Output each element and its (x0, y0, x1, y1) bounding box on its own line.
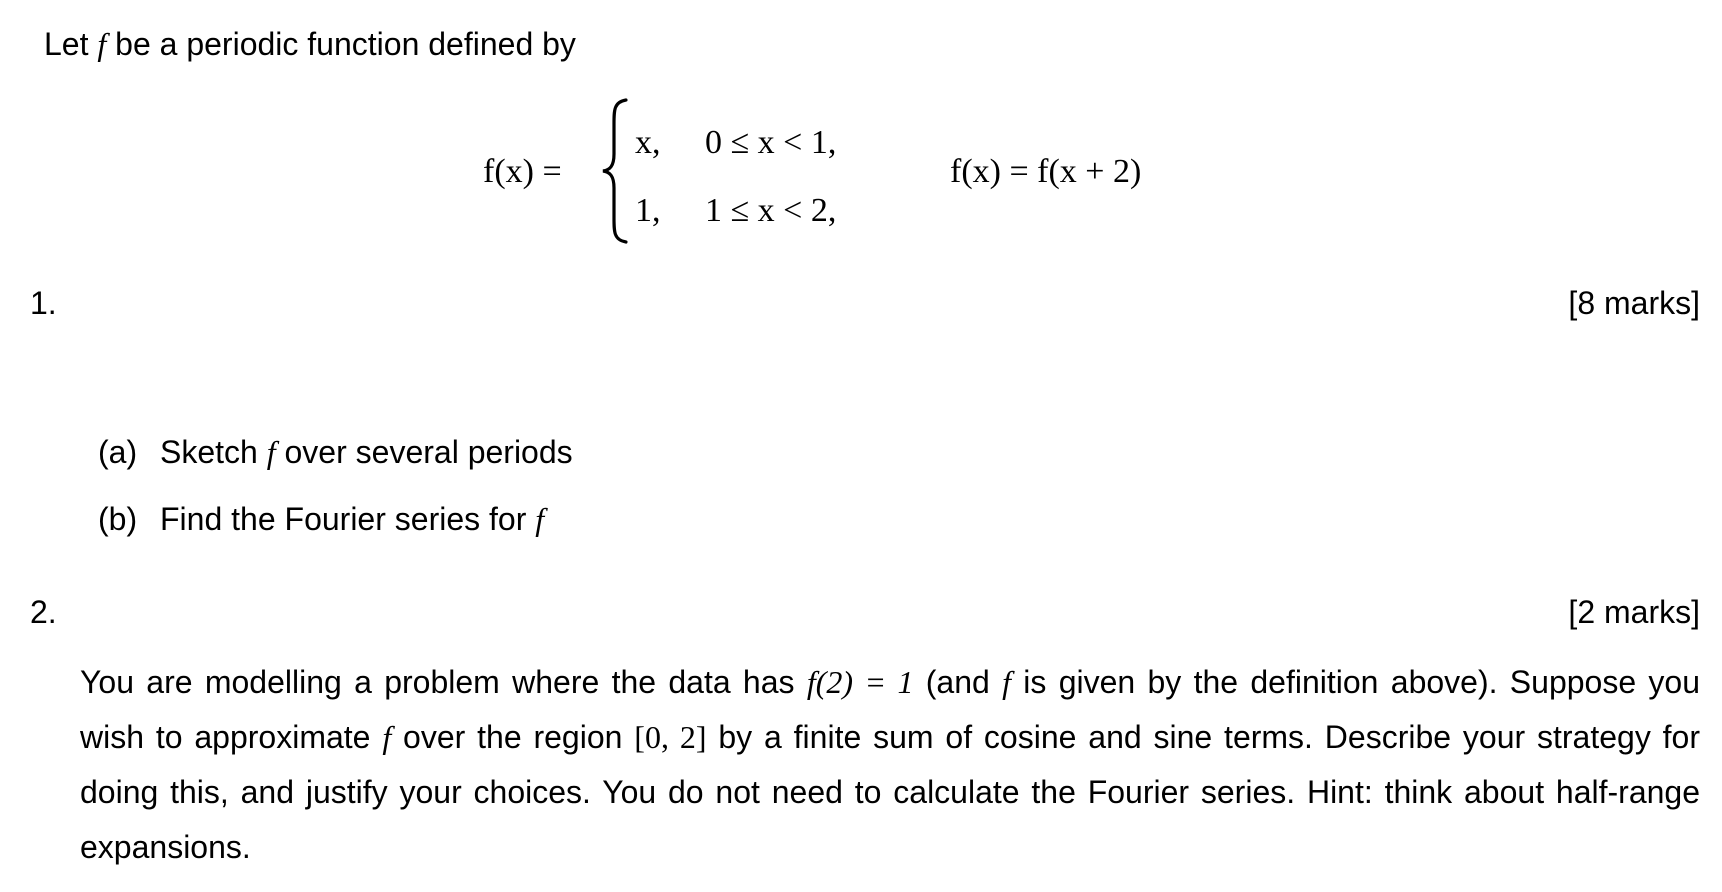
part-b-text-before: Find the Fourier series for (160, 501, 536, 537)
part-a-label: (a) (98, 434, 138, 470)
question1-part-a (98, 432, 573, 472)
q2-text-3: is given by the definition above). Suppose you wish to approximate (80, 664, 1701, 755)
question1-part-b (98, 499, 544, 539)
periodicity-condition: f(x) = f(x + 2) (950, 153, 1142, 190)
q2-math-interval: [0, 2] (634, 719, 707, 755)
intro-text-before: Let (44, 26, 98, 62)
intro-text-after: be a periodic function defined by (106, 26, 576, 62)
q2-text-2: (and (913, 664, 1003, 700)
part-a-text-after: over several periods (275, 434, 573, 470)
case1-value: x, (635, 124, 661, 161)
case2-value: 1, (635, 192, 661, 229)
part-a-text-before: Sketch (160, 434, 267, 470)
intro-function-symbol: f (97, 26, 107, 62)
part-b-label: (b) (98, 501, 138, 537)
question2-number: 2. (30, 594, 57, 630)
q2-text-5: by a finite sum of cosine and sine terms. Describe your strategy for doing this, and justify your choices. You do not need to calculate the Fourier series. Hint: think about half-range expansions. (80, 719, 1701, 865)
part-b-function-symbol: f (535, 501, 545, 537)
q2-math-f-a: f (1002, 664, 1011, 700)
case2-condition: 1 ≤ x < 2, (705, 192, 837, 229)
q2-text-1: You are modelling a problem where the data has (80, 664, 807, 700)
intro-sentence (44, 24, 576, 64)
left-brace-icon (600, 96, 630, 246)
definition-lhs: f(x) = (483, 153, 562, 190)
question2-body (80, 655, 1700, 875)
question1-number: 1. (30, 285, 57, 321)
part-a-function-symbol: f (266, 434, 276, 470)
q2-math-f-b: f (382, 719, 392, 755)
q2-math-f2: f(2) = 1 (806, 664, 914, 700)
case1-condition: 0 ≤ x < 1, (705, 124, 837, 161)
question2-marks: [2 marks] (1568, 594, 1700, 630)
q2-text-4: over the region (391, 719, 635, 755)
question1-marks: [8 marks] (1568, 285, 1700, 321)
